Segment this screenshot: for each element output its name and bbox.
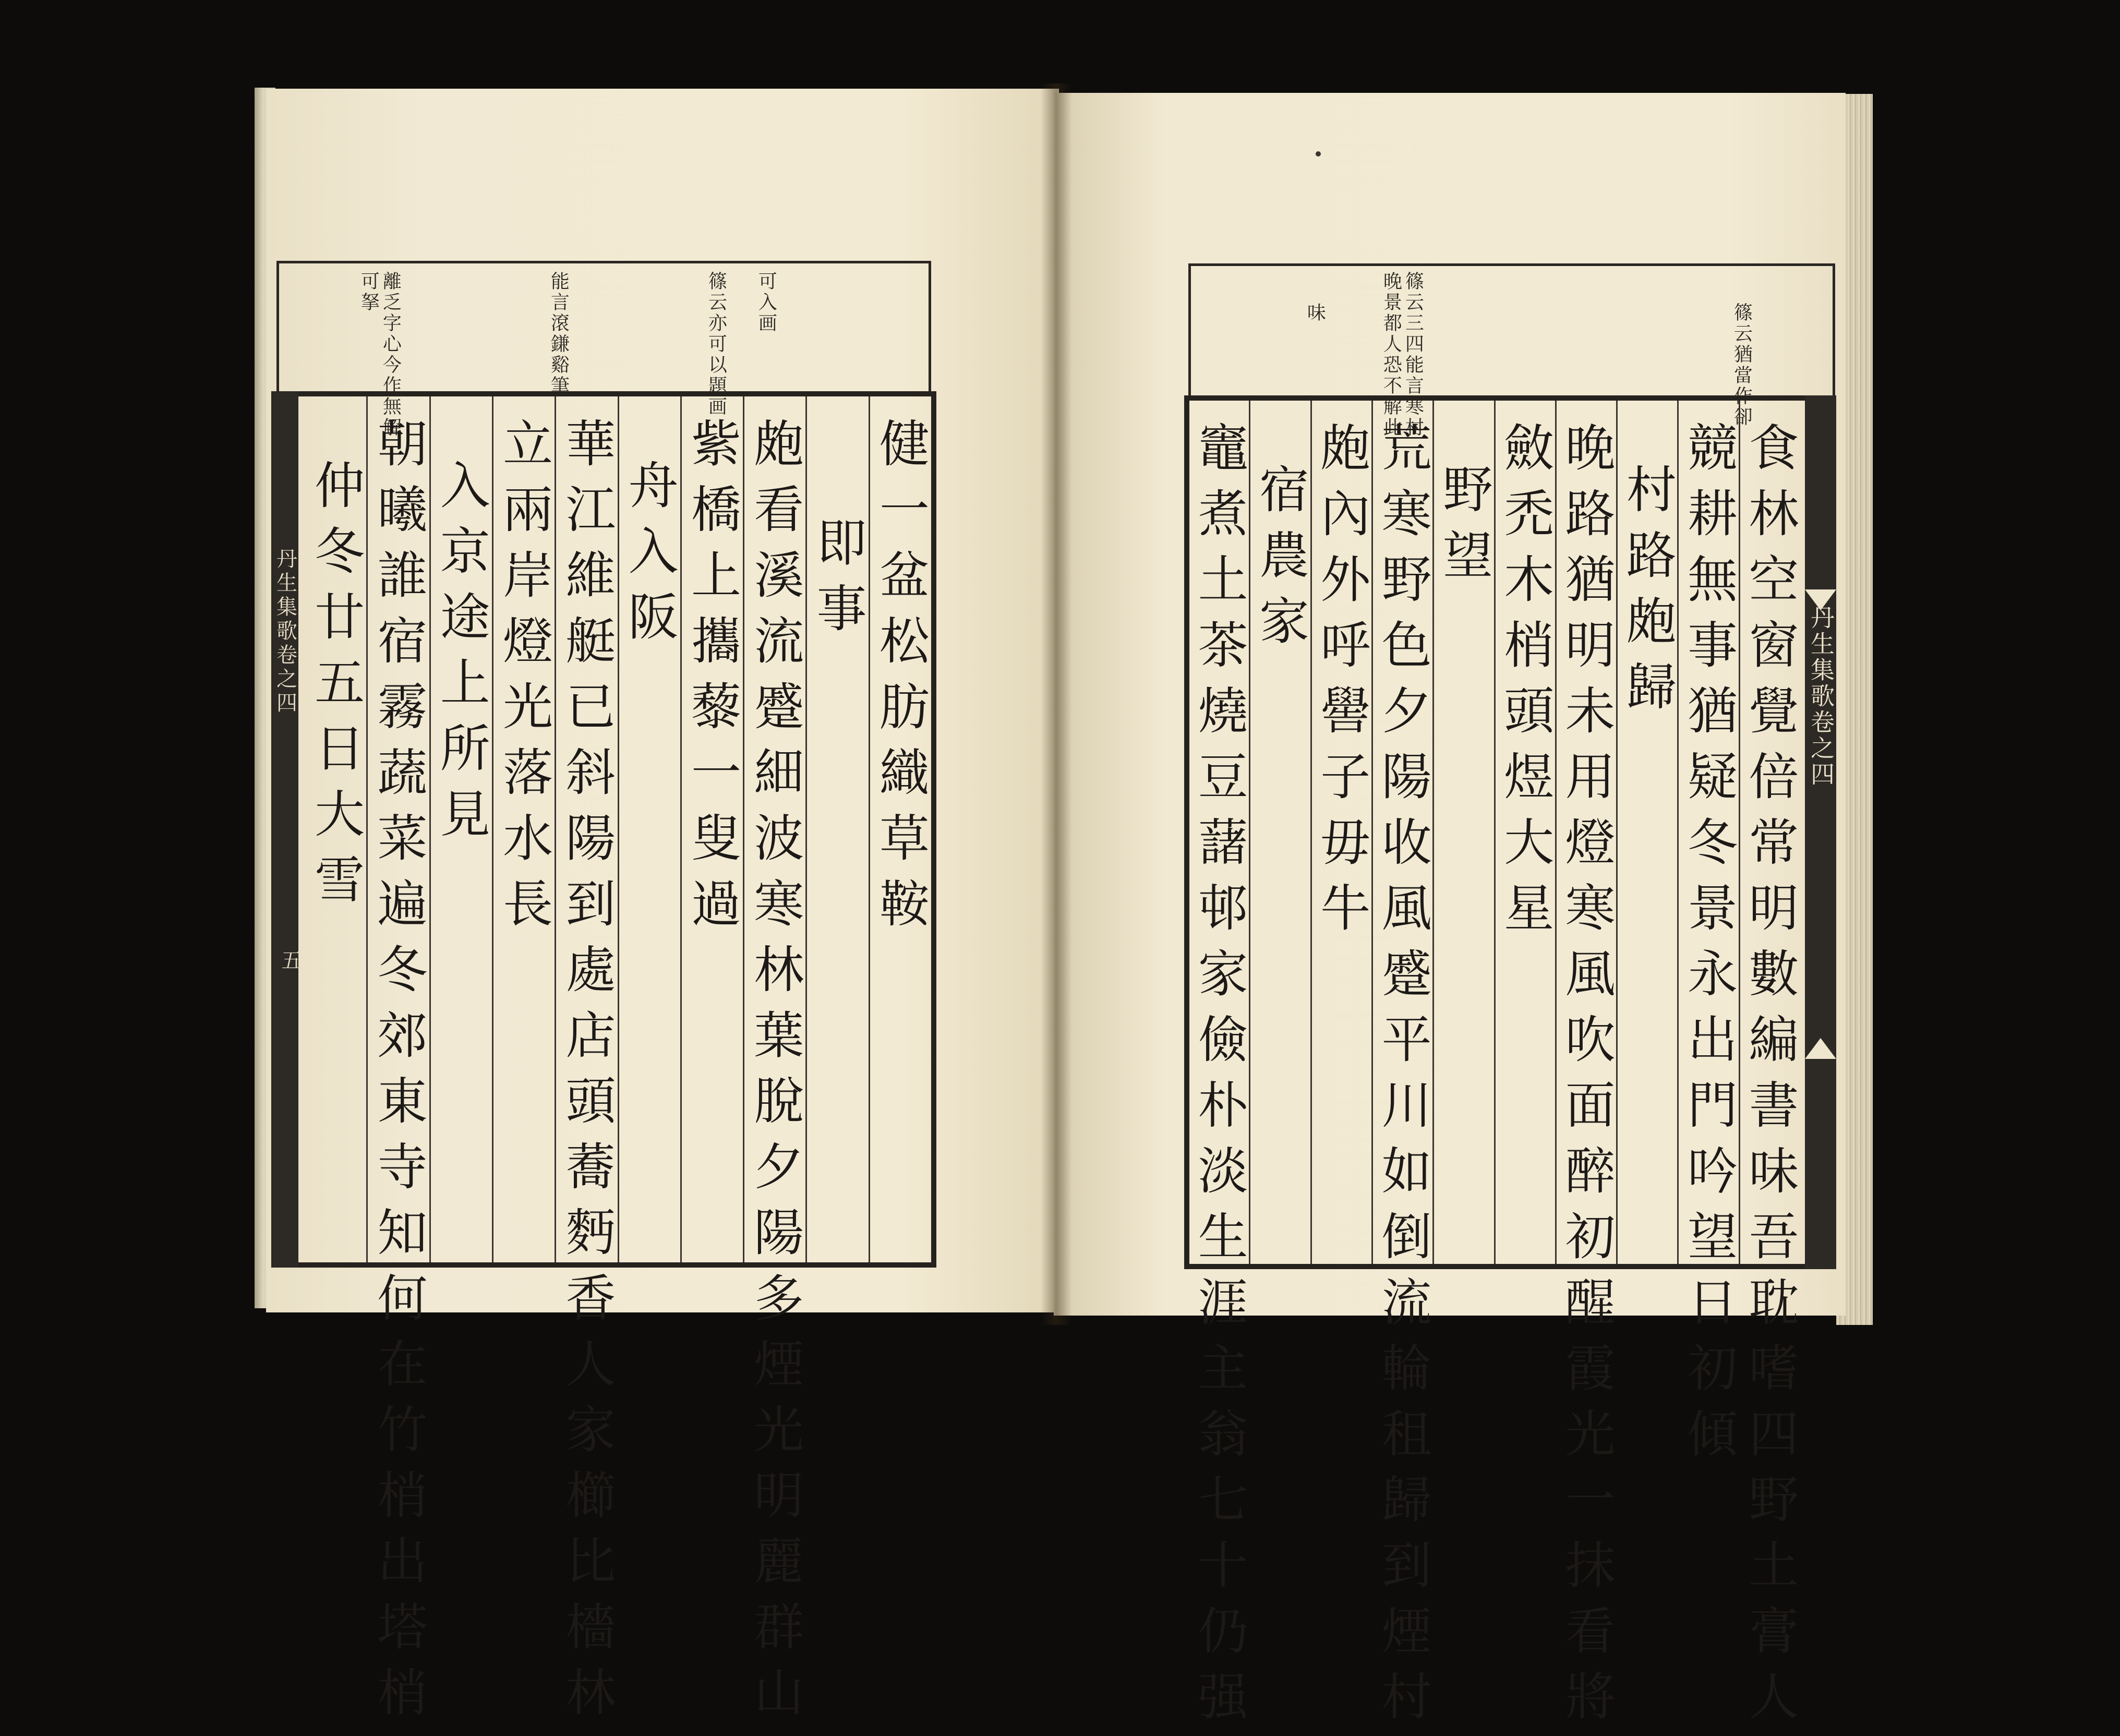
ink-mark [1316,151,1321,156]
poem-title: 野望 [1435,463,1493,595]
poem-title: 村路皰歸 [1618,463,1677,726]
poem-title: 宿農家 [1251,463,1310,660]
right-columns [1189,401,1800,1736]
fish-tail-bottom [1805,1038,1836,1059]
verse-line: 竈煮土茶燒豆藷邨家儉朴淡生涯主翁七十仍强 [1190,421,1249,1736]
left-column-2 [805,396,868,1262]
right-column-1 [1739,401,1800,1736]
left-header-note-2: 篠云亦可以題画 [705,271,727,417]
verse-line: 朝曦誰宿霧蔬菜遍冬郊東寺知何在竹梢出塔梢 [369,417,428,1732]
verse-line: 立兩岸燈光落水長 [495,417,553,943]
left-column-10 [305,396,366,1262]
poem-title: 入京途上所見 [432,459,491,853]
left-column-8 [429,396,492,1262]
right-header-note-4: 味 [1304,303,1326,323]
verse-line: 斂禿木梢頭煜大星 [1496,421,1555,947]
poem-title: 仲冬廿五日大雪 [306,459,365,919]
right-column-9 [1249,401,1310,1264]
poem-title: 即事 [809,516,868,648]
left-header-note-1: 可入画 [755,271,777,334]
left-columns [305,396,931,1732]
right-text-frame [1184,395,1836,1736]
verse-line: 紫橋上攜藜一叟過 [683,417,742,943]
right-column-7 [1371,401,1432,1736]
verse-line: 荒寒野色夕陽收風蹙平川如倒流輪租歸到煙村 [1374,421,1432,1736]
right-header-note-2: 篠云三四能言寒村 [1402,271,1424,438]
left-text-frame [271,391,936,1732]
left-column-9 [366,396,429,1732]
left-margin-title: 丹生集歌卷之四 [273,548,297,716]
verse-line: 晚路猶明未用燈寒風吹面醉初醒霞光一抹看將 [1557,421,1616,1736]
right-column-4 [1555,401,1616,1736]
right-column-5 [1494,401,1555,1264]
book-gutter [1041,83,1072,1325]
left-column-7 [492,396,555,1262]
right-header-note-1: 篠云猶當作卻 [1731,303,1753,428]
verse-line: 皰看溪流蹙細波寒林葉脫夕陽多煙光明麗群山 [745,417,804,1732]
left-column-3 [743,396,805,1732]
left-column-4 [680,396,743,1262]
verse-line: 皰內外呼嚳子毋牛 [1312,421,1371,947]
left-header-note-5: 可拏 [358,271,380,313]
verse-line: 食林空窗覺倍常明數編書味吾耽嗜四野土膏人 [1740,421,1799,1736]
left-column-1 [869,396,931,1262]
right-header-note-3: 晚景都人恐不解此 [1380,271,1402,438]
right-column-8 [1310,401,1371,1264]
verse-line: 競耕無事猶疑冬景永出門吟望日初傾 [1679,421,1738,1473]
folio-number: 五 [278,949,302,970]
right-column-10 [1189,401,1249,1736]
left-column-6 [555,396,617,1732]
left-header-note-4: 離乏字心今作無解 [380,271,402,438]
right-column-6 [1432,401,1493,1264]
verse-line: 健一盆松肪織草鞍 [871,417,930,943]
left-header-note-3: 能言滾鎌谿筆 [548,271,570,396]
right-margin-title: 丹生集歌卷之四 [1807,605,1835,788]
right-column-3 [1616,401,1677,1264]
verse-line: 華江維艇已斜陽到處店頭蕎麪香人家櫛比檣林 [557,417,616,1732]
poem-title: 舟入阪 [620,459,679,656]
right-column-2 [1677,401,1738,1473]
left-column-5 [618,396,680,1262]
